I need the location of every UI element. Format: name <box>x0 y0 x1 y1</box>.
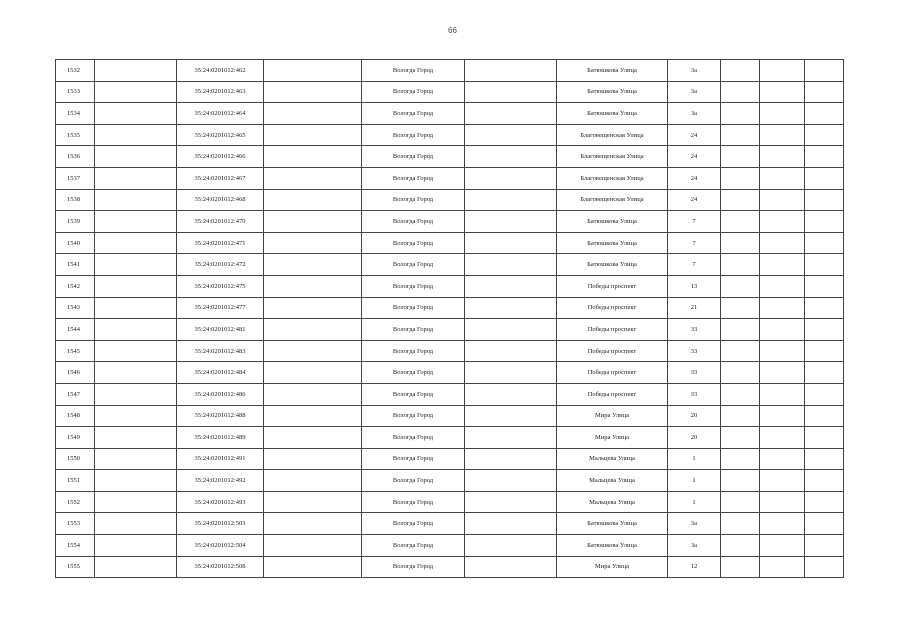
empty-cell <box>465 427 557 449</box>
table-row <box>56 103 844 125</box>
table-row <box>56 81 844 103</box>
house-number-cell: 3а <box>668 60 721 82</box>
empty-cell <box>95 60 177 82</box>
empty-cell <box>760 362 805 384</box>
table-row <box>56 448 844 470</box>
empty-cell <box>760 254 805 276</box>
city-cell: Вологда Город <box>362 556 465 578</box>
house-number-cell: 24 <box>668 124 721 146</box>
empty-cell <box>721 81 760 103</box>
row-number-cell: 1536 <box>56 146 95 168</box>
street-cell: Батюшкова Улица <box>557 535 668 557</box>
empty-cell <box>95 556 177 578</box>
street-cell: Батюшкова Улица <box>557 211 668 233</box>
empty-cell <box>465 167 557 189</box>
table-row <box>56 319 844 341</box>
street-cell: Победы проспект <box>557 319 668 341</box>
table-row <box>56 232 844 254</box>
table-row <box>56 383 844 405</box>
empty-cell <box>465 448 557 470</box>
empty-cell <box>465 124 557 146</box>
table-row <box>56 60 844 82</box>
empty-cell <box>760 535 805 557</box>
city-cell: Вологда Город <box>362 232 465 254</box>
empty-cell <box>805 491 844 513</box>
cadastral-number-cell: 35:24:0201012:484 <box>177 362 264 384</box>
empty-cell <box>721 513 760 535</box>
empty-cell <box>805 535 844 557</box>
row-number-cell: 1545 <box>56 340 95 362</box>
empty-cell <box>264 275 362 297</box>
city-cell: Вологда Город <box>362 146 465 168</box>
house-number-cell: 3а <box>668 103 721 125</box>
row-number-cell: 1550 <box>56 448 95 470</box>
empty-cell <box>95 211 177 233</box>
cadastral-number-cell: 35:24:0201012:462 <box>177 60 264 82</box>
street-cell: Благовещенская Улица <box>557 167 668 189</box>
street-cell: Батюшкова Улица <box>557 103 668 125</box>
row-number-cell: 1535 <box>56 124 95 146</box>
empty-cell <box>721 232 760 254</box>
city-cell: Вологда Город <box>362 254 465 276</box>
empty-cell <box>805 405 844 427</box>
house-number-cell: 20 <box>668 405 721 427</box>
cadastral-number-cell: 35:24:0201012:475 <box>177 275 264 297</box>
empty-cell <box>95 470 177 492</box>
empty-cell <box>760 124 805 146</box>
cadastral-number-cell: 35:24:0201012:477 <box>177 297 264 319</box>
empty-cell <box>760 103 805 125</box>
house-number-cell: 20 <box>668 427 721 449</box>
house-number-cell: 24 <box>668 167 721 189</box>
empty-cell <box>805 211 844 233</box>
empty-cell <box>805 427 844 449</box>
empty-cell <box>264 405 362 427</box>
house-number-cell: 1 <box>668 448 721 470</box>
empty-cell <box>264 189 362 211</box>
city-cell: Вологда Город <box>362 189 465 211</box>
city-cell: Вологда Город <box>362 124 465 146</box>
street-cell: Победы проспект <box>557 383 668 405</box>
table-row <box>56 427 844 449</box>
empty-cell <box>805 60 844 82</box>
street-cell: Мальцева Улица <box>557 448 668 470</box>
empty-cell <box>264 297 362 319</box>
empty-cell <box>721 427 760 449</box>
empty-cell <box>95 383 177 405</box>
empty-cell <box>264 513 362 535</box>
empty-cell <box>760 556 805 578</box>
house-number-cell: 7 <box>668 232 721 254</box>
empty-cell <box>264 167 362 189</box>
table-row <box>56 211 844 233</box>
empty-cell <box>465 405 557 427</box>
empty-cell <box>95 319 177 341</box>
cadastral-number-cell: 35:24:0201012:481 <box>177 319 264 341</box>
empty-cell <box>264 383 362 405</box>
cadastral-number-cell: 35:24:0201012:483 <box>177 340 264 362</box>
empty-cell <box>721 124 760 146</box>
street-cell: Мальцева Улица <box>557 470 668 492</box>
empty-cell <box>721 556 760 578</box>
empty-cell <box>465 556 557 578</box>
table-row <box>56 405 844 427</box>
empty-cell <box>805 146 844 168</box>
empty-cell <box>264 556 362 578</box>
row-number-cell: 1554 <box>56 535 95 557</box>
empty-cell <box>721 275 760 297</box>
street-cell: Мальцева Улица <box>557 491 668 513</box>
empty-cell <box>465 211 557 233</box>
empty-cell <box>760 81 805 103</box>
empty-cell <box>760 189 805 211</box>
table-row <box>56 254 844 276</box>
house-number-cell: 33 <box>668 340 721 362</box>
house-number-cell: 7 <box>668 254 721 276</box>
city-cell: Вологда Город <box>362 275 465 297</box>
empty-cell <box>721 405 760 427</box>
city-cell: Вологда Город <box>362 405 465 427</box>
empty-cell <box>264 491 362 513</box>
empty-cell <box>95 81 177 103</box>
empty-cell <box>465 60 557 82</box>
row-number-cell: 1546 <box>56 362 95 384</box>
empty-cell <box>95 340 177 362</box>
cadastral-number-cell: 35:24:0201012:489 <box>177 427 264 449</box>
empty-cell <box>465 232 557 254</box>
street-cell: Благовещенская Улица <box>557 189 668 211</box>
cadastral-number-cell: 35:24:0201012:472 <box>177 254 264 276</box>
cadastral-number-cell: 35:24:0201012:463 <box>177 81 264 103</box>
empty-cell <box>721 167 760 189</box>
empty-cell <box>760 211 805 233</box>
row-number-cell: 1537 <box>56 167 95 189</box>
row-number-cell: 1532 <box>56 60 95 82</box>
empty-cell <box>465 470 557 492</box>
street-cell: Батюшкова Улица <box>557 232 668 254</box>
table-row <box>56 340 844 362</box>
city-cell: Вологда Город <box>362 211 465 233</box>
empty-cell <box>95 535 177 557</box>
empty-cell <box>95 297 177 319</box>
empty-cell <box>465 362 557 384</box>
table-row <box>56 189 844 211</box>
street-cell: Победы проспект <box>557 362 668 384</box>
table-row <box>56 124 844 146</box>
row-number-cell: 1542 <box>56 275 95 297</box>
empty-cell <box>805 513 844 535</box>
empty-cell <box>95 232 177 254</box>
table-row <box>56 491 844 513</box>
empty-cell <box>721 146 760 168</box>
empty-cell <box>465 513 557 535</box>
empty-cell <box>721 383 760 405</box>
cadastral-number-cell: 35:24:0201012:468 <box>177 189 264 211</box>
table-row <box>56 362 844 384</box>
empty-cell <box>760 470 805 492</box>
city-cell: Вологда Город <box>362 167 465 189</box>
city-cell: Вологда Город <box>362 383 465 405</box>
street-cell: Благовещенская Улица <box>557 124 668 146</box>
street-cell: Мира Улица <box>557 556 668 578</box>
cadastral-number-cell: 35:24:0201012:508 <box>177 556 264 578</box>
empty-cell <box>721 254 760 276</box>
empty-cell <box>465 297 557 319</box>
empty-cell <box>805 362 844 384</box>
empty-cell <box>805 297 844 319</box>
empty-cell <box>721 319 760 341</box>
empty-cell <box>760 513 805 535</box>
row-number-cell: 1551 <box>56 470 95 492</box>
empty-cell <box>805 383 844 405</box>
empty-cell <box>465 81 557 103</box>
empty-cell <box>95 405 177 427</box>
city-cell: Вологда Город <box>362 60 465 82</box>
row-number-cell: 1544 <box>56 319 95 341</box>
empty-cell <box>805 232 844 254</box>
empty-cell <box>264 211 362 233</box>
house-number-cell: 3а <box>668 535 721 557</box>
street-cell: Победы проспект <box>557 340 668 362</box>
empty-cell <box>721 297 760 319</box>
row-number-cell: 1538 <box>56 189 95 211</box>
empty-cell <box>721 448 760 470</box>
empty-cell <box>465 146 557 168</box>
cadastral-number-cell: 35:24:0201012:504 <box>177 535 264 557</box>
city-cell: Вологда Город <box>362 427 465 449</box>
city-cell: Вологда Город <box>362 448 465 470</box>
empty-cell <box>721 60 760 82</box>
empty-cell <box>264 81 362 103</box>
empty-cell <box>805 448 844 470</box>
house-number-cell: 33 <box>668 362 721 384</box>
city-cell: Вологда Город <box>362 513 465 535</box>
house-number-cell: 12 <box>668 556 721 578</box>
cadastral-number-cell: 35:24:0201012:471 <box>177 232 264 254</box>
row-number-cell: 1547 <box>56 383 95 405</box>
empty-cell <box>721 211 760 233</box>
empty-cell <box>805 189 844 211</box>
city-cell: Вологда Город <box>362 491 465 513</box>
empty-cell <box>264 448 362 470</box>
street-cell: Мира Улица <box>557 405 668 427</box>
page-number: 66 <box>448 26 457 35</box>
empty-cell <box>264 103 362 125</box>
table-body <box>56 60 844 578</box>
empty-cell <box>805 319 844 341</box>
cadastral-number-cell: 35:24:0201012:464 <box>177 103 264 125</box>
cadastral-number-cell: 35:24:0201012:493 <box>177 491 264 513</box>
empty-cell <box>465 319 557 341</box>
empty-cell <box>760 297 805 319</box>
empty-cell <box>264 319 362 341</box>
street-cell: Батюшкова Улица <box>557 513 668 535</box>
row-number-cell: 1540 <box>56 232 95 254</box>
empty-cell <box>264 124 362 146</box>
house-number-cell: 1 <box>668 491 721 513</box>
street-cell: Батюшкова Улица <box>557 254 668 276</box>
cadastral-number-cell: 35:24:0201012:467 <box>177 167 264 189</box>
empty-cell <box>805 556 844 578</box>
empty-cell <box>95 513 177 535</box>
row-number-cell: 1534 <box>56 103 95 125</box>
cadastral-number-cell: 35:24:0201012:466 <box>177 146 264 168</box>
empty-cell <box>760 405 805 427</box>
empty-cell <box>805 470 844 492</box>
row-number-cell: 1543 <box>56 297 95 319</box>
empty-cell <box>760 232 805 254</box>
empty-cell <box>465 535 557 557</box>
row-number-cell: 1548 <box>56 405 95 427</box>
empty-cell <box>95 254 177 276</box>
empty-cell <box>760 491 805 513</box>
house-number-cell: 1 <box>668 470 721 492</box>
house-number-cell: 24 <box>668 146 721 168</box>
empty-cell <box>264 470 362 492</box>
empty-cell <box>264 146 362 168</box>
city-cell: Вологда Город <box>362 319 465 341</box>
empty-cell <box>465 491 557 513</box>
street-cell: Благовещенская Улица <box>557 146 668 168</box>
empty-cell <box>465 254 557 276</box>
city-cell: Вологда Город <box>362 81 465 103</box>
city-cell: Вологда Город <box>362 103 465 125</box>
cadastral-number-cell: 35:24:0201012:470 <box>177 211 264 233</box>
empty-cell <box>760 275 805 297</box>
empty-cell <box>95 146 177 168</box>
empty-cell <box>465 189 557 211</box>
row-number-cell: 1552 <box>56 491 95 513</box>
empty-cell <box>95 275 177 297</box>
empty-cell <box>721 362 760 384</box>
table-row <box>56 275 844 297</box>
city-cell: Вологда Город <box>362 470 465 492</box>
empty-cell <box>805 167 844 189</box>
empty-cell <box>465 383 557 405</box>
row-number-cell: 1555 <box>56 556 95 578</box>
empty-cell <box>264 535 362 557</box>
row-number-cell: 1539 <box>56 211 95 233</box>
table-row <box>56 167 844 189</box>
empty-cell <box>95 189 177 211</box>
empty-cell <box>264 340 362 362</box>
city-cell: Вологда Город <box>362 340 465 362</box>
empty-cell <box>805 124 844 146</box>
empty-cell <box>95 491 177 513</box>
empty-cell <box>95 124 177 146</box>
city-cell: Вологда Город <box>362 297 465 319</box>
empty-cell <box>721 340 760 362</box>
cadastral-number-cell: 35:24:0201012:491 <box>177 448 264 470</box>
cadastral-number-cell: 35:24:0201012:486 <box>177 383 264 405</box>
empty-cell <box>760 340 805 362</box>
table-row <box>56 470 844 492</box>
cadastral-number-cell: 35:24:0201012:503 <box>177 513 264 535</box>
house-number-cell: 7 <box>668 211 721 233</box>
empty-cell <box>760 167 805 189</box>
empty-cell <box>805 340 844 362</box>
house-number-cell: 21 <box>668 297 721 319</box>
empty-cell <box>264 362 362 384</box>
house-number-cell: 13 <box>668 275 721 297</box>
empty-cell <box>95 362 177 384</box>
empty-cell <box>721 189 760 211</box>
house-number-cell: 24 <box>668 189 721 211</box>
empty-cell <box>760 146 805 168</box>
empty-cell <box>805 103 844 125</box>
street-cell: Победы проспект <box>557 297 668 319</box>
row-number-cell: 1541 <box>56 254 95 276</box>
empty-cell <box>264 427 362 449</box>
empty-cell <box>465 340 557 362</box>
table-row <box>56 535 844 557</box>
empty-cell <box>95 103 177 125</box>
row-number-cell: 1549 <box>56 427 95 449</box>
city-cell: Вологда Город <box>362 362 465 384</box>
row-number-cell: 1533 <box>56 81 95 103</box>
house-number-cell: 33 <box>668 319 721 341</box>
empty-cell <box>805 81 844 103</box>
cadastral-number-cell: 35:24:0201012:465 <box>177 124 264 146</box>
table-row <box>56 513 844 535</box>
empty-cell <box>760 448 805 470</box>
house-number-cell: 3а <box>668 81 721 103</box>
street-cell: Батюшкова Улица <box>557 81 668 103</box>
empty-cell <box>805 254 844 276</box>
table-row <box>56 146 844 168</box>
table-row <box>56 297 844 319</box>
house-number-cell: 33 <box>668 383 721 405</box>
empty-cell <box>760 60 805 82</box>
street-cell: Мира Улица <box>557 427 668 449</box>
empty-cell <box>760 427 805 449</box>
table-row <box>56 556 844 578</box>
house-number-cell: 3а <box>668 513 721 535</box>
empty-cell <box>721 103 760 125</box>
property-table <box>55 59 844 578</box>
empty-cell <box>95 167 177 189</box>
empty-cell <box>264 232 362 254</box>
row-number-cell: 1553 <box>56 513 95 535</box>
empty-cell <box>760 383 805 405</box>
street-cell: Победы проспект <box>557 275 668 297</box>
empty-cell <box>264 254 362 276</box>
street-cell: Батюшкова Улица <box>557 60 668 82</box>
empty-cell <box>805 275 844 297</box>
empty-cell <box>465 103 557 125</box>
empty-cell <box>95 448 177 470</box>
empty-cell <box>721 491 760 513</box>
cadastral-number-cell: 35:24:0201012:488 <box>177 405 264 427</box>
empty-cell <box>721 470 760 492</box>
cadastral-number-cell: 35:24:0201012:492 <box>177 470 264 492</box>
empty-cell <box>760 319 805 341</box>
empty-cell <box>465 275 557 297</box>
empty-cell <box>95 427 177 449</box>
city-cell: Вологда Город <box>362 535 465 557</box>
empty-cell <box>264 60 362 82</box>
empty-cell <box>721 535 760 557</box>
